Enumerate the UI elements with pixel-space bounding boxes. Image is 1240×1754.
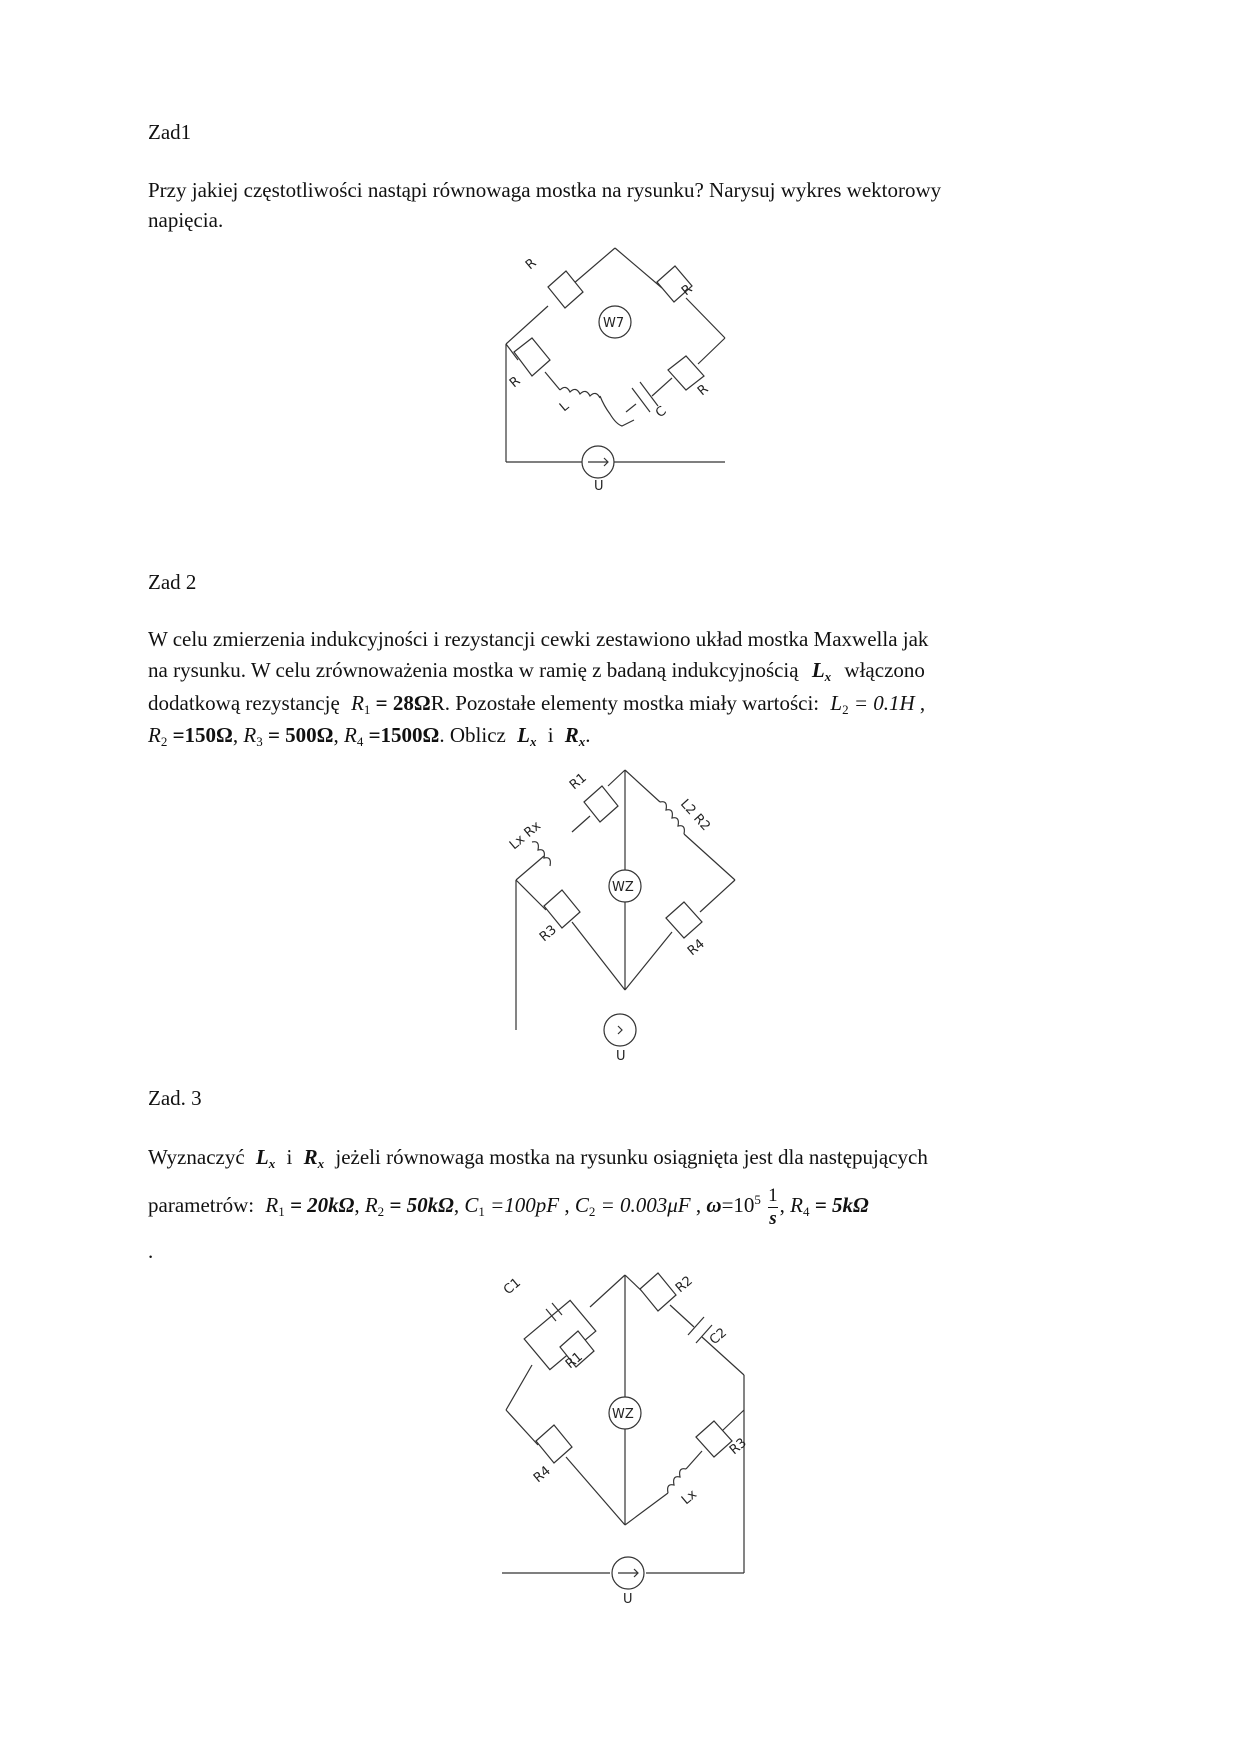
zad2-rx-sub: x xyxy=(578,734,586,749)
zad2-line4-text: . Oblicz xyxy=(439,723,506,747)
zad2-label-r1: R1 xyxy=(566,770,590,794)
zad3-label-source: U xyxy=(623,1592,633,1607)
zad2-line1: W celu zmierzenia indukcyjności i rezystancji cewki zestawiono układ mostka Maxwella jak xyxy=(148,627,929,651)
zad2-label-detector: WZ xyxy=(612,880,634,895)
zad3-label-detector: WZ xyxy=(612,1407,634,1422)
zad3-r2-sub: 2 xyxy=(377,1204,385,1219)
zad2-inductor-lx xyxy=(532,842,550,866)
zad3-label-c2: C2 xyxy=(706,1325,730,1349)
zad3-r1-var: R xyxy=(265,1193,279,1217)
zad3-r4-sub: 4 xyxy=(803,1204,810,1219)
zad3-line1-text: Wyznaczyć xyxy=(148,1145,245,1169)
zad3-label-r3: R3 xyxy=(726,1435,750,1459)
zad3-line1-end: jeżeli równowaga mostka na rysunku osiągnięta jest dla następujących xyxy=(335,1145,928,1169)
zad3-c2-val: = 0.003μF xyxy=(600,1193,691,1217)
zad3-dot: . xyxy=(148,1239,154,1263)
zad3-inductor-lx xyxy=(668,1469,686,1493)
zad1-label-source: U xyxy=(594,479,604,494)
zad3-bridge-diagram xyxy=(490,1265,760,1615)
zad3-rx-sub: x xyxy=(317,1156,325,1171)
zad3-c1-val: =100pF xyxy=(490,1193,560,1217)
zad1-inductor xyxy=(560,387,600,398)
zad2-rx-var: R xyxy=(564,723,579,747)
zad2-lx2-sub: x xyxy=(529,734,537,749)
zad3-omega-exp: 5 xyxy=(754,1192,761,1207)
zad3-omega-val: =10 xyxy=(721,1193,755,1217)
zad2-r4-val: =1500Ω xyxy=(368,723,440,747)
zad3-and: i xyxy=(286,1145,293,1169)
zad3-line2: parametrów: $R_1 = 20k\Omega$, $R_2 = 50k\Omega$, $C_1 =100pF$ , $C_2 = 0.003\mu F$ , $\omega=10^5$ $\frac{1}{s}$ , $R_4 = 5k\Omega$ xyxy=(148,1184,869,1229)
zad2-label-r3: R3 xyxy=(536,922,560,946)
zad1-label-capacitor: C xyxy=(652,403,670,422)
zad2-line2 xyxy=(148,655,925,692)
zad2-r1-var: R xyxy=(351,691,364,715)
zad1-text-line1: Przy jakiej częstotliwości nastąpi równowaga mostka na rysunku? Narysuj wykres wektorowy xyxy=(148,178,942,202)
zad2-end: . xyxy=(585,723,591,747)
zad1-text-line2: napięcia. xyxy=(148,208,224,232)
zad1-label-r-bottom-right: R xyxy=(694,381,712,400)
zad3-r1-sub: 1 xyxy=(278,1204,285,1219)
zad1-heading: Zad1 xyxy=(148,120,192,144)
zad1-resistor-bottom-left xyxy=(514,338,550,376)
zad1-bridge-diagram xyxy=(490,240,750,560)
zad2-r2-sub: 2 xyxy=(160,734,168,749)
zad3-label-lx: Lx xyxy=(678,1486,701,1509)
zad2-label-lx-rx: Lx Rx xyxy=(506,818,544,854)
zad2-r2-val: =150Ω xyxy=(172,723,233,747)
zad2-maxwell-bridge-diagram xyxy=(500,760,750,1080)
zad3-lx-var: L xyxy=(255,1145,269,1169)
zad2-line3-end: R. Pozostałe elementy mostka miały wartości: xyxy=(430,691,820,715)
zad2-r4-sub: 4 xyxy=(356,734,364,749)
zad2-label-l2-r2: L2 R2 xyxy=(677,796,713,835)
zad2-line4: $R_2 =150\Omega$, $R_3 = 500\Omega$, $R_4 =1500\Omega$. Oblicz $L_x$ i $R_x$. xyxy=(148,723,591,749)
zad2-source xyxy=(604,1014,636,1046)
zad3-r1-val: = 20kΩ xyxy=(289,1193,355,1217)
zad1-label-r-top-left: R xyxy=(522,255,540,274)
zad3-fraction xyxy=(768,1185,778,1230)
zad2-l2-val: = 0.1H xyxy=(853,691,915,715)
zad3-heading: Zad. 3 xyxy=(148,1086,202,1110)
zad1-label-detector: W7 xyxy=(603,316,625,331)
zad2-lx-sub: x xyxy=(824,669,832,684)
zad3-rx-var: R xyxy=(303,1145,318,1169)
zad2-r1-val: = 28Ω xyxy=(375,691,431,715)
zad3-label-r4: R4 xyxy=(530,1463,554,1487)
zad3-frac-num: 1 xyxy=(768,1184,778,1206)
zad3-line1 xyxy=(148,1142,928,1179)
zad2-and: i xyxy=(547,723,554,747)
zad3-line2-text: parametrów: xyxy=(148,1193,255,1217)
zad2-line2-text: na rysunku. W celu zrównoważenia mostka w ramię z badaną indukcyjnością xyxy=(148,658,799,682)
zad3-c1-var: C xyxy=(464,1193,479,1217)
zad3-frac-den: s xyxy=(769,1207,777,1229)
zad2-heading: Zad 2 xyxy=(148,570,197,594)
zad1-label-r-top-right: R xyxy=(678,281,696,300)
zad3-omega: ω xyxy=(706,1193,722,1217)
zad2-lx2-var: L xyxy=(517,723,530,747)
zad3-label-r2: R2 xyxy=(672,1273,696,1297)
zad3-capacitor-c2-plate1 xyxy=(688,1317,704,1335)
zad3-c1-sub: 1 xyxy=(478,1204,485,1219)
zad3-r4-val: = 5kΩ xyxy=(814,1193,869,1217)
zad2-r1-sub: 1 xyxy=(363,702,371,717)
zad3-c2-var: C xyxy=(574,1193,589,1217)
zad2-r2-var: R xyxy=(148,723,161,747)
zad3-c2-sub: 2 xyxy=(588,1204,596,1219)
zad1-resistor-top-left xyxy=(548,271,583,308)
zad2-r3-val: = 500Ω xyxy=(267,723,334,747)
zad2-label-r4: R4 xyxy=(684,936,708,960)
zad1-label-inductor: L xyxy=(556,398,573,416)
zad2-label-source: U xyxy=(616,1049,626,1064)
zad3-lx-sub: x xyxy=(268,1156,276,1171)
zad2-l2-sub: 2 xyxy=(842,702,849,717)
zad3-r2-var: R xyxy=(364,1193,378,1217)
zad2-r3-sub: 3 xyxy=(256,734,263,749)
zad3-r2-val: = 50kΩ xyxy=(389,1193,454,1217)
zad3-label-c1: C1 xyxy=(500,1275,524,1299)
zad2-line3-text: dodatkową rezystancję xyxy=(148,691,340,715)
zad3-label-r1: R1 xyxy=(562,1349,586,1373)
zad2-line3: dodatkową rezystancję $R_1 = 28\Omega R$. Pozostałe elementy mostka miały wartości: $L_2 = 0.1H$ , xyxy=(148,691,926,717)
zad2-r3-var: R xyxy=(243,723,257,747)
zad3-r4-var: R xyxy=(790,1193,803,1217)
zad2-lx-var: L xyxy=(811,658,825,682)
zad1-label-r-bottom-left: R xyxy=(506,373,524,392)
zad2-line2-end: włączono xyxy=(844,658,925,682)
zad2-r4-var: R xyxy=(344,723,357,747)
zad2-l2-var: L xyxy=(830,691,843,715)
